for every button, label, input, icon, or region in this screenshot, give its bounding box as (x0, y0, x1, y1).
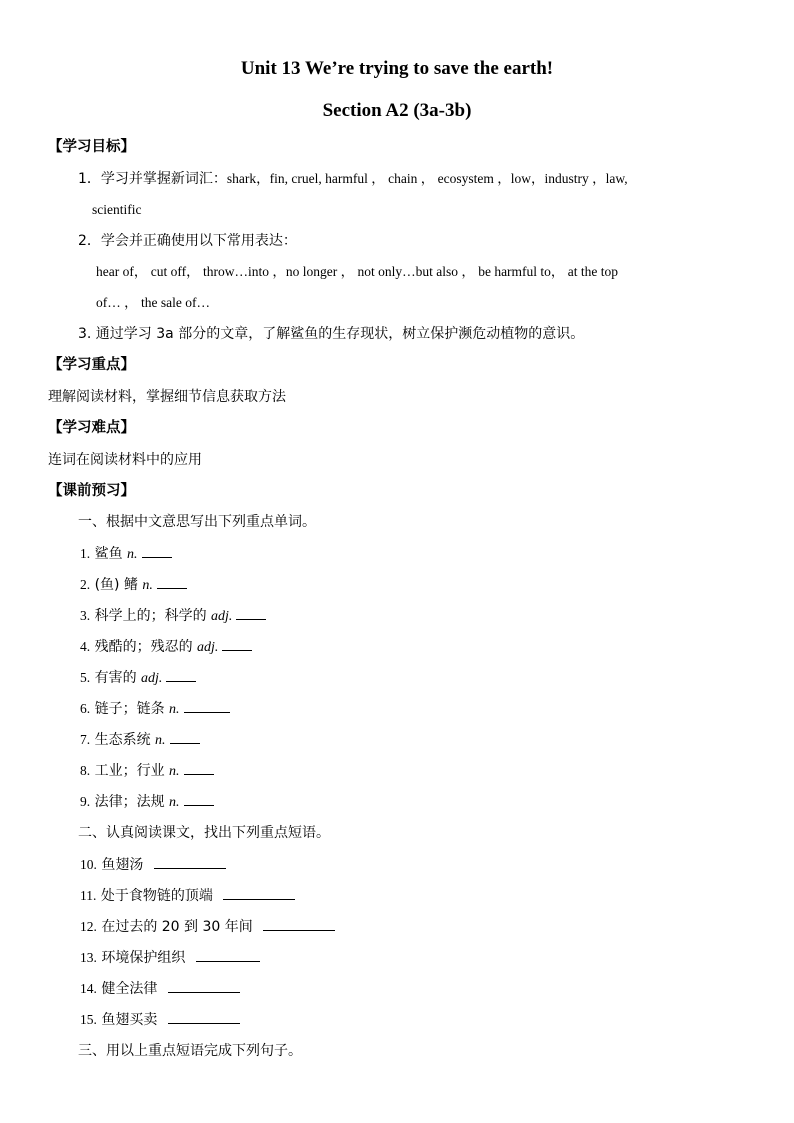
word-item (80, 791, 214, 813)
item-number: 15. (80, 1012, 97, 1027)
item-number: 5. (80, 670, 91, 685)
part-of-speech: adj. (211, 609, 233, 624)
item-chinese: 处于食物链的顶端 (96, 888, 218, 904)
item-number: 12. (80, 919, 97, 934)
item-chinese: 环境保护组织 (96, 950, 190, 966)
item-number: 14. (80, 981, 97, 996)
word-item (80, 605, 266, 627)
answer-blank[interactable] (184, 760, 214, 775)
item-chinese: 法律；法规 (90, 794, 170, 810)
preview-part-2: 二、认真阅读课文，找出下列重点短语。 (78, 825, 330, 841)
item-chinese: 残酷的；残忍的 (90, 639, 198, 655)
objectives-heading: 【学习目标】 (48, 139, 135, 155)
answer-blank[interactable] (168, 1009, 240, 1024)
objective-2-phrases: hear of， cut off， throw…into ，no longer ， not only…but also ， be harmful to， at the top (96, 264, 619, 279)
item-number: 2. (80, 577, 91, 592)
answer-blank[interactable] (170, 729, 200, 744)
key-points-heading: 【学习重点】 (48, 357, 135, 373)
answer-blank[interactable] (223, 885, 295, 900)
part-of-speech: n. (127, 547, 138, 562)
word-item (80, 760, 214, 782)
answer-blank[interactable] (236, 605, 266, 620)
objective-3: 3. 通过学习 3a 部分的文章，了解鲨鱼的生存现状，树立保护濒危动植物的意识。 (78, 326, 585, 342)
difficulties-heading: 【学习难点】 (48, 420, 135, 436)
word-item (80, 698, 230, 720)
objective-1-label: 1．学习并掌握新词汇： (78, 171, 227, 187)
preview-heading: 【课前预习】 (48, 483, 135, 499)
difficulties-text: 连词在阅读材料中的应用 (48, 452, 202, 468)
answer-blank[interactable] (184, 791, 214, 806)
item-chinese: 科学上的；科学的 (90, 608, 212, 624)
word-item (80, 667, 196, 689)
key-points-text: 理解阅读材料，掌握细节信息获取方法 (48, 389, 286, 405)
item-chinese: 有害的 (90, 670, 142, 686)
answer-blank[interactable] (222, 636, 252, 651)
preview-part-1: 一、根据中文意思写出下列重点单词。 (78, 514, 316, 530)
phrase-item (80, 1009, 240, 1030)
phrase-item (80, 885, 295, 906)
item-number: 1. (80, 546, 91, 561)
phrase-item (80, 978, 240, 999)
phrase-item (80, 947, 260, 968)
item-chinese: 鲨鱼 (90, 546, 128, 562)
part-of-speech: n. (169, 764, 180, 779)
item-number: 8. (80, 763, 91, 778)
word-item (80, 574, 187, 596)
objective-2-label: 2．学会并正确使用以下常用表达： (78, 233, 297, 249)
part-of-speech: adj. (141, 671, 163, 686)
item-number: 9. (80, 794, 91, 809)
item-number: 6. (80, 701, 91, 716)
page-subtitle: Section A2 (3a-3b) (322, 100, 472, 121)
answer-blank[interactable] (154, 854, 226, 869)
item-chinese: (鱼) 鳍 (90, 577, 143, 593)
item-chinese: 生态系统 (90, 732, 156, 748)
word-item (80, 729, 200, 751)
answer-blank[interactable] (184, 698, 230, 713)
preview-part-3: 三、用以上重点短语完成下列句子。 (78, 1043, 302, 1059)
item-chinese: 在过去的 20 到 30 年间 (96, 919, 258, 935)
part-of-speech: n. (169, 795, 180, 810)
item-chinese: 鱼翅汤 (96, 857, 148, 873)
item-number: 11. (80, 888, 97, 903)
item-number: 13. (80, 950, 97, 965)
item-number: 4. (80, 639, 91, 654)
item-number: 3. (80, 608, 91, 623)
answer-blank[interactable] (263, 916, 335, 931)
answer-blank[interactable] (196, 947, 260, 962)
answer-blank[interactable] (168, 978, 240, 993)
part-of-speech: adj. (197, 640, 219, 655)
phrase-item (80, 854, 226, 875)
answer-blank[interactable] (157, 574, 187, 589)
item-number: 7. (80, 732, 91, 747)
item-chinese: 链子；链条 (90, 701, 170, 717)
part-of-speech: n. (142, 578, 153, 593)
objective-2-continued: of… ， the sale of… (96, 295, 210, 310)
objective-1-words: shark，fin, cruel, harmful ， chain ， ecosystem ，low，industry ，law, (226, 171, 628, 186)
phrase-item (80, 916, 335, 937)
word-item (80, 636, 252, 658)
answer-blank[interactable] (166, 667, 196, 682)
item-chinese: 工业；行业 (90, 763, 170, 779)
item-number: 10. (80, 857, 97, 872)
objective-1-continued: scientific (92, 202, 142, 217)
item-chinese: 健全法律 (96, 981, 162, 997)
part-of-speech: n. (169, 702, 180, 717)
answer-blank[interactable] (142, 543, 172, 558)
item-chinese: 鱼翅买卖 (96, 1012, 162, 1028)
page-title: Unit 13 We’re trying to save the earth! (240, 58, 554, 79)
objective-1 (78, 169, 628, 189)
part-of-speech: n. (155, 733, 166, 748)
word-item (80, 543, 172, 565)
